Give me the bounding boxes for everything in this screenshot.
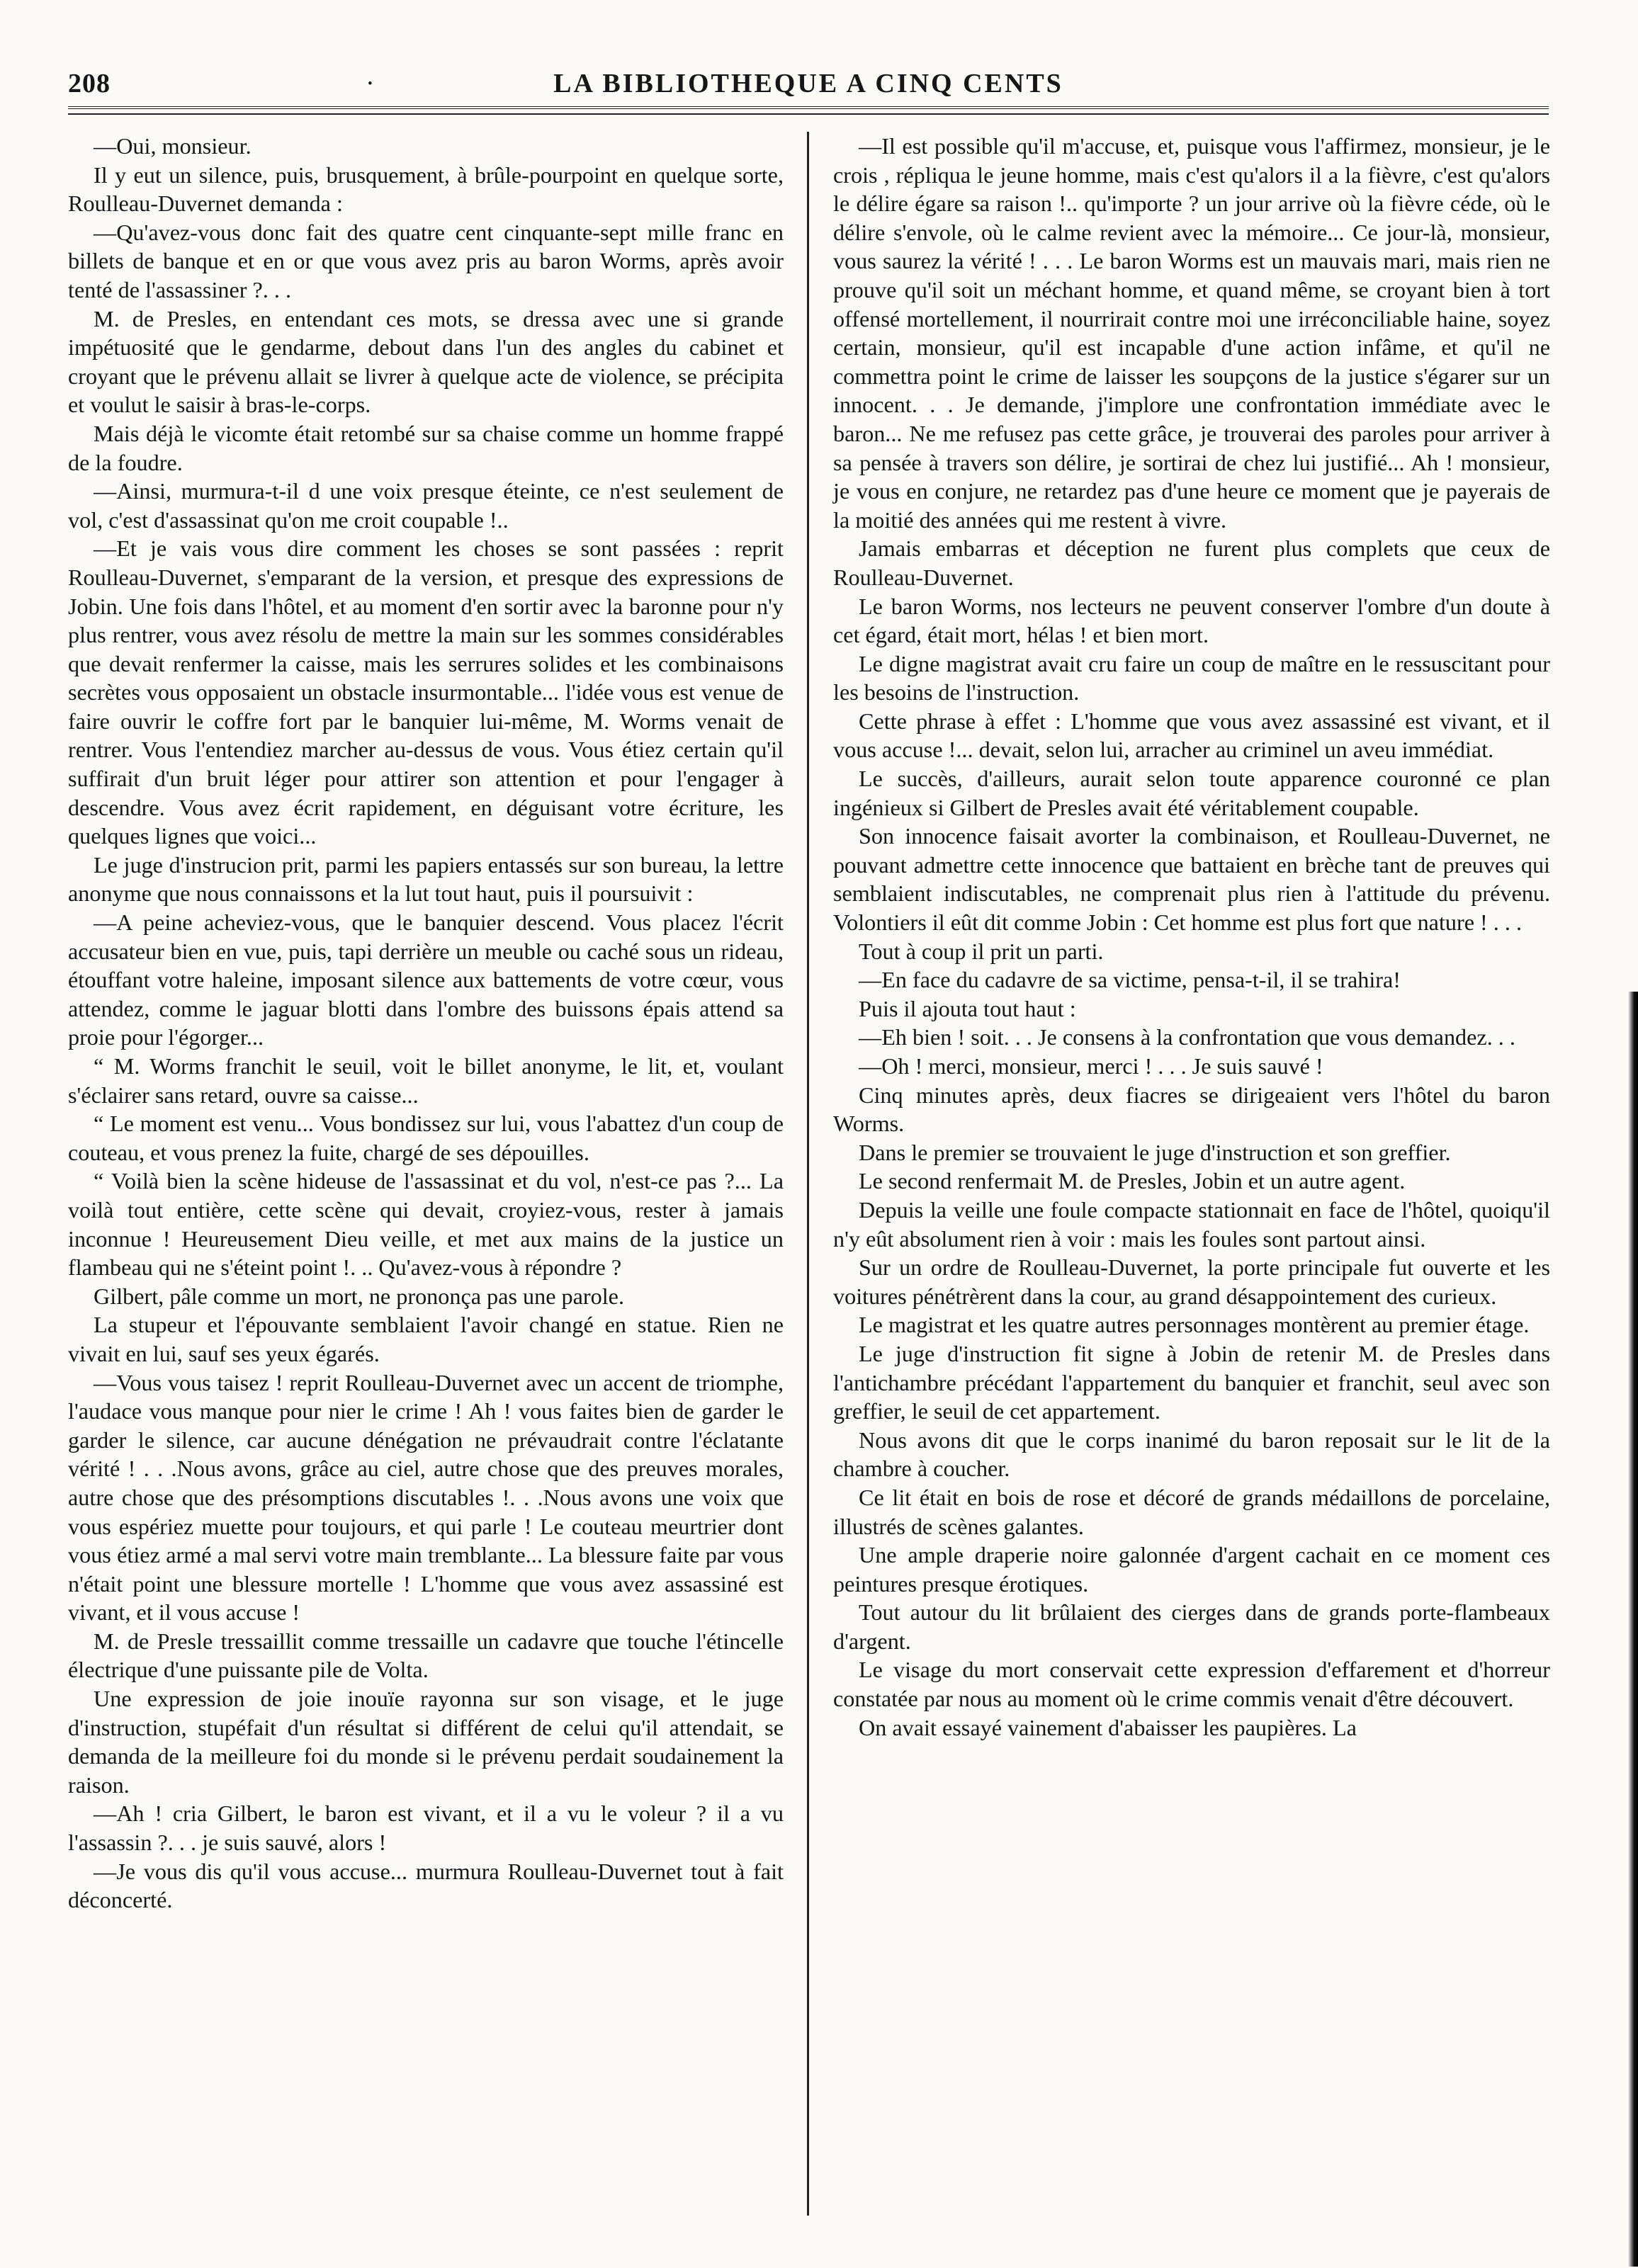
paragraph: —Ainsi, murmura-t-il d une voix presque éteinte, ce n'est seulement de vol, c'est d'assassinat qu'on me croit coupable !.. <box>68 478 784 533</box>
paragraph: Ce lit était en bois de rose et décoré de grands médaillons de porcelaine, illustrés de scènes galantes. <box>833 1484 1550 1539</box>
paragraph: Nous avons dit que le corps inanimé du baron reposait sur le lit de la chambre à coucher. <box>833 1427 1550 1482</box>
paragraph: M. de Presles, en entendant ces mots, se dressa avec une si grande impétuosité que le gendarme, debout dans l'un des angles du cabinet et croyant que le prévenu allait se livrer à quelque acte de violence, se précipita et voulut le saisir à bras-le-corps. <box>68 305 784 418</box>
paragraph: Il y eut un silence, puis, brusquement, à brûle-pourpoint en quelque sorte, Roulleau-Duvernet demanda : <box>68 161 784 217</box>
paragraph: —Je vous dis qu'il vous accuse... murmura Roulleau-Duvernet tout à fait déconcerté. <box>68 1858 784 1913</box>
paragraph: Tout autour du lit brûlaient des cierges dans de grands porte-flambeaux d'argent. <box>833 1599 1550 1654</box>
paragraph: Une ample draperie noire galonnée d'argent cachait en ce moment ces peintures presque érotiques. <box>833 1542 1550 1597</box>
paragraph: Gilbert, pâle comme un mort, ne prononça pas une parole. <box>94 1283 625 1309</box>
paragraph: “ Le moment est venu... Vous bondissez sur lui, vous l'abattez d'un coup de couteau, et vous prenez la fuite, chargé de ses dépouilles. <box>68 1111 784 1165</box>
paragraph: Son innocence faisait avorter la combinaison, et Roulleau-Duvernet, ne pouvant admettre cette innocence que battaient en brèche tant de preuves qui semblaient indiscutables, ne comprenait plus rien à l'attitude du prévenu. Volontiers il eût dit comme Jobin : Cet homme est plus fort que nature ! . . . <box>833 823 1550 936</box>
paragraph: Le digne magistrat avait cru faire un coup de maître en le ressuscitant pour les besoins de l'instruction. <box>833 650 1550 705</box>
paragraph: —Il est possible qu'il m'accuse, et, puisque vous l'affirmez, monsieur, je le crois , répliqua le jeune homme, mais c'est qu'alors il a la fièvre, c'est qu'alors le délire égare sa raison !.. qu'importe ? un jour arrive où la fièvre céde, où le délire s'envole, où le calme revient avec la mémoire... Ce jour-là, monsieur, vous saurez la vérité ! . . . Le baron Worms est un mauvais mari, mais rien ne prouve qu'il soit un méchant homme, et quand même, se croyant bien à tort offensé mortellement, il nourrirait contre moi une irréconciliable haine, soyez certain, monsieur, qu'il est incapable d'une action infâme, et qu'il ne commettra point le crime de laisser les soupçons de la justice s'égarer sur un innocent. . . Je demande, j'implore une confrontation immédiate avec le baron... Ne me refusez pas cette grâce, je trouverai des paroles pour arriver à sa pensée à travers son délire, je sortirai de chez lui justifié... Ah ! monsieur, je vous en conjure, ne retardez pas d'une heure ce moment que je payerais de la moitié des années qui me restent à vivre. <box>833 133 1550 533</box>
paragraph: Puis il ajouta tout haut : <box>859 995 1076 1021</box>
paragraph: Tout à coup il prit un parti. <box>859 938 1104 964</box>
paragraph: Le succès, d'ailleurs, aurait selon toute apparence couronné ce plan ingénieux si Gilbert de Presles avait été véritablement coupable. <box>833 766 1550 820</box>
paragraph: Sur un ordre de Roulleau-Duvernet, la porte principale fut ouverte et les voitures pénétrèrent dans la cour, au grand désappointement des curieux. <box>833 1254 1550 1309</box>
column-divider <box>807 132 809 2216</box>
paragraph: —En face du cadavre de sa victime, pensa-t-il, il se trahira! <box>859 967 1401 993</box>
paragraph: Jamais embarras et déception ne furent plus complets que ceux de Roulleau-Duvernet. <box>833 535 1550 590</box>
paragraph: Cinq minutes après, deux fiacres se dirigeaient vers l'hôtel du baron Worms. <box>833 1082 1550 1137</box>
running-title: LA BIBLIOTHEQUE A CINQ CENTS <box>553 69 1063 98</box>
paragraph: Le juge d'instrucion prit, parmi les papiers entassés sur son bureau, la lettre anonyme que nous connaissons et la lut tout haut, puis il poursuivit : <box>68 851 784 907</box>
paragraph: Le magistrat et les quatre autres personnages montèrent au premier étage. <box>859 1312 1530 1338</box>
paragraph: —Ah ! cria Gilbert, le baron est vivant, et il a vu le voleur ? il a vu l'assassin ?. . . je suis sauvé, alors ! <box>68 1801 784 1856</box>
paragraph: —Eh bien ! soit. . . Je consens à la confrontation que vous demandez. . . <box>859 1024 1515 1050</box>
paragraph: On avait essayé vainement d'abaisser les paupières. La <box>859 1714 1357 1740</box>
header-rule <box>68 113 1549 115</box>
paragraph: La stupeur et l'épouvante semblaient l'avoir changé en statue. Rien ne vivait en lui, sauf ses yeux égarés. <box>68 1312 784 1366</box>
paragraph: M. de Presle tressaillit comme tressaille un cadavre que touche l'étincelle électrique d'une puissante pile de Volta. <box>68 1628 784 1683</box>
paragraph: Cette phrase à effet : L'homme que vous avez assassiné est vivant, et il vous accuse !... devait, selon lui, arracher au criminel un aveu immédiat. <box>833 708 1550 763</box>
paragraph: Le juge d'instruction fit signe à Jobin de retenir M. de Presles dans l'antichambre précédant l'appartement du banquier et franchit, seul avec son greffier, le seuil de cet appartement. <box>833 1340 1550 1424</box>
paragraph: Le baron Worms, nos lecteurs ne peuvent conserver l'ombre d'un doute à cet égard, était mort, hélas ! et bien mort. <box>833 593 1550 648</box>
paragraph: Mais déjà le vicomte était retombé sur sa chaise comme un homme frappé de la foudre. <box>68 420 784 475</box>
paragraph: —Oui, monsieur. <box>94 133 252 159</box>
paragraph: —Qu'avez-vous donc fait des quatre cent cinquante-sept mille franc en billets de banque et en or que vous avez pris au baron Worms, après avoir tenté de l'assassiner ?. . . <box>68 219 784 302</box>
paragraph: —Oh ! merci, monsieur, merci ! . . . Je suis sauvé ! <box>859 1053 1323 1079</box>
paragraph: “ M. Worms franchit le seuil, voit le billet anonyme, le lit, et, voulant s'éclairer sans retard, ouvre sa caisse... <box>68 1053 784 1108</box>
paragraph: —Vous vous taisez ! reprit Roulleau-Duvernet avec un accent de triomphe, l'audace vous manque pour nier le crime ! Ah ! vous faites bien de garder le garder le silence, car aucune dénégation ne prévaudrait contre l'éclatante vérité ! . . .Nous avons, grâce au ciel, autre chose que des preuves morales, autre chose que des présomptions discutables !. . .Nous avons une voix que vous espériez muette pour toujours, et qui parle ! Le couteau meurtrier dont vous étiez armé a mal servi votre main tremblante... La blessure faite par vous n'était point une blessure mortelle ! L'homme que vous avez assassiné est vivant, et il vous accuse ! <box>68 1369 784 1626</box>
right-column <box>833 132 1550 2216</box>
page-header <box>68 62 1549 109</box>
paragraph: —A peine acheviez-vous, que le banquier descend. Vous placez l'écrit accusateur bien en vue, puis, tapi derrière un meuble ou caché sous un rideau, étouffant votre haleine, imposant silence aux battements de votre cœur, vous attendez, comme le jaguar blotti dans l'ombre des buissons épais attend sa proie pour l'égorger... <box>68 909 784 1050</box>
page-edge-shadow <box>1628 992 1638 2267</box>
paragraph: Le visage du mort conservait cette expression d'effarement et d'horreur constatée par nous au moment où le crime commis venait d'être découvert. <box>833 1657 1550 1712</box>
paragraph: —Et je vais vous dire comment les choses se sont passées : reprit Roulleau-Duvernet, s'emparant de la version, et presque des expressions de Jobin. Une fois dans l'hôtel, et au moment d'en sortir avec la baronne pour n'y plus rentrer, vous avez résolu de mettre la main sur les sommes considérables que devait renfermer la caisse, mais les serrures solides et les combinaisons secrètes vous opposaient un obstacle insurmontable... l'idée vous est venue de faire ouvrir le coffre fort par le banquier lui-même, M. Worms venait de rentrer. Vous l'entendiez marcher au-dessus de vous. Vous étiez certain qu'il suffirait d'un bruit léger pour attirer son attention et pour l'engager à descendre. Vous avez écrit rapidement, en déguisant votre écriture, les quelques lignes que voici... <box>68 535 784 849</box>
book-page <box>68 62 1549 2216</box>
paragraph: Depuis la veille une foule compacte stationnait en face de l'hôtel, quoiqu'il n'y eût absolument rien à voir : mais les foules sont partout ainsi. <box>833 1196 1550 1252</box>
paragraph: Le second renfermait M. de Presles, Jobin et un autre agent. <box>859 1168 1406 1194</box>
paragraph: Une expression de joie inouïe rayonna sur son visage, et le juge d'instruction, stupéfait d'un résultat si différent de celui qu'il attendait, se demanda de la meilleure foi du monde si le prévenu perdait soudainement la raison. <box>68 1686 784 1798</box>
text-columns <box>68 132 1549 2216</box>
header-dot: · <box>366 69 375 98</box>
page-number: 208 <box>68 69 111 98</box>
paragraph: Dans le premier se trouvaient le juge d'instruction et son greffier. <box>859 1139 1451 1165</box>
left-column <box>68 132 784 2216</box>
paragraph: “ Voilà bien la scène hideuse de l'assassinat et du vol, n'est-ce pas ?... La voilà tout entière, cette scène qui devait, croyiez-vous, rester à jamais inconnue ! Heureusement Dieu veille, et met aux mains de la justice un flambeau qui ne s'éteint point !. .. Qu'avez-vous à répondre ? <box>68 1168 784 1281</box>
